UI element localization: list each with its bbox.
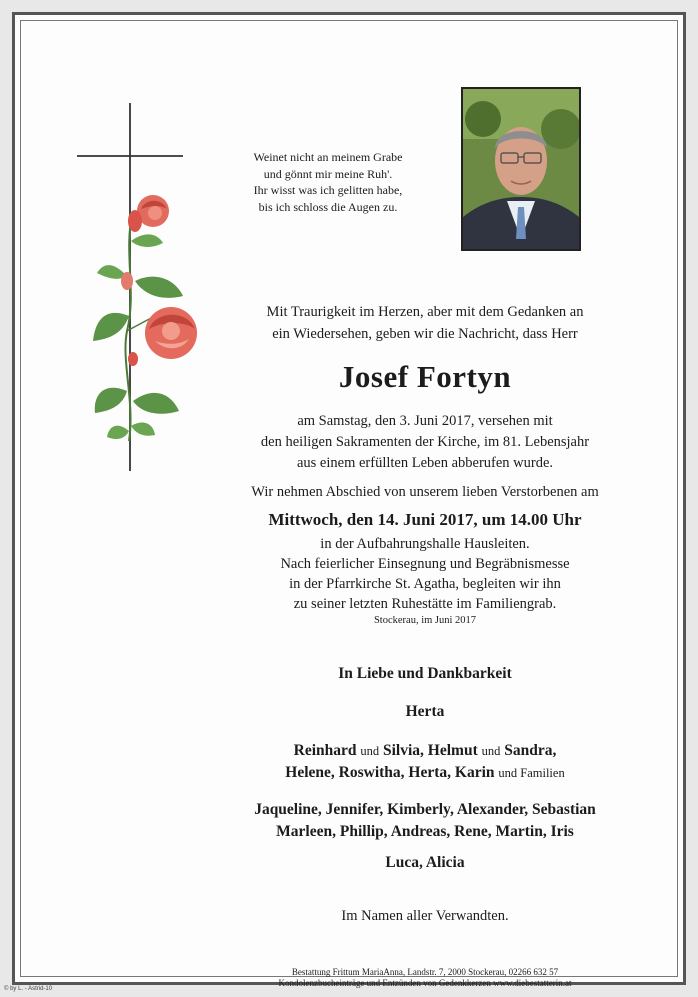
funeral-date: Mittwoch, den 14. Juni 2017, um 14.00 Uhr (268, 510, 582, 529)
grandchildren-names (215, 799, 635, 843)
parte-frame (12, 12, 686, 988)
place-line: Nach feierlicher Einsegnung und Begräbnismesse (280, 556, 570, 572)
children-line (215, 762, 635, 784)
place-line: in der Aufbahrungshalle Hausleiten. (320, 536, 530, 552)
announcement-intro (215, 301, 635, 345)
undertaker-info (215, 967, 635, 989)
cross-with-roses (75, 101, 205, 473)
relatives-text: Im Namen aller Verwandten. (341, 908, 509, 924)
children-line (215, 740, 635, 762)
poem-line: bis ich schloss die Augen zu. (258, 199, 398, 214)
farewell-text: Wir nehmen Abschied von unserem lieben Verstorbenen am (251, 484, 599, 500)
conjunction: und (360, 744, 380, 758)
undertaker-line: Bestattung Frittum MariaAnna, Landstr. 7, 2000 Stockerau, 02266 632 57 (291, 967, 559, 977)
grandchildren-line: Marleen, Phillip, Andreas, Rene, Martin, Iris (276, 823, 574, 840)
child-name: Reinhard (293, 742, 357, 759)
grandchildren-line: Jaqueline, Jennifer, Kimberly, Alexander, Sebastian (254, 801, 596, 818)
copyright-note: © by L. - Astrid-10 (4, 986, 53, 992)
portrait-photo (461, 87, 581, 251)
place-line: zu seiner letzten Ruhestätte im Familiengrab. (293, 596, 557, 612)
details-line: am Samstag, den 3. Juni 2017, versehen mit (297, 413, 553, 429)
child-names: Helene, Roswitha, Herta, Karin (285, 764, 495, 781)
undertaker-line: Kondolenzbucheinträge und Entzünden von Gedenkkerzen www.diebestatterin.at (278, 978, 572, 988)
rose-icon (93, 195, 197, 441)
families-suffix: und Familien (498, 766, 565, 780)
intro-line: Mit Traurigkeit im Herzen, aber mit dem Gedanken an (266, 304, 584, 320)
poem-line: Weinet nicht an meinem Grabe (253, 150, 403, 164)
death-details (215, 411, 635, 474)
place-line: in der Pfarrkirche St. Agatha, begleiten wir ihn (289, 576, 561, 592)
love-thanks: In Liebe und Dankbarkeit (338, 665, 512, 682)
child-name: Silvia, Helmut (383, 742, 478, 759)
intro-line: ein Wiedersehen, geben wir die Nachricht, dass Herr (272, 326, 578, 342)
poem-line: und gönnt mir meine Ruh'. (263, 166, 393, 181)
funeral-place (215, 534, 635, 614)
deceased-name: Josef Fortyn (338, 359, 512, 394)
poem (243, 149, 413, 215)
spouse-name: Herta (405, 703, 445, 720)
details-line: den heiligen Sakramenten der Kirche, im 81. Lebensjahr (260, 434, 590, 450)
children-names (215, 740, 635, 784)
conjunction: und (481, 744, 501, 758)
poem-line: Ihr wisst was ich gelitten habe, (253, 183, 403, 197)
great-grandchildren-names: Luca, Alicia (385, 854, 465, 871)
place-date: Stockerau, im Juni 2017 (373, 615, 477, 626)
child-name: Sandra, (504, 742, 557, 759)
details-line: aus einem erfüllten Leben abberufen wurde. (296, 455, 554, 471)
